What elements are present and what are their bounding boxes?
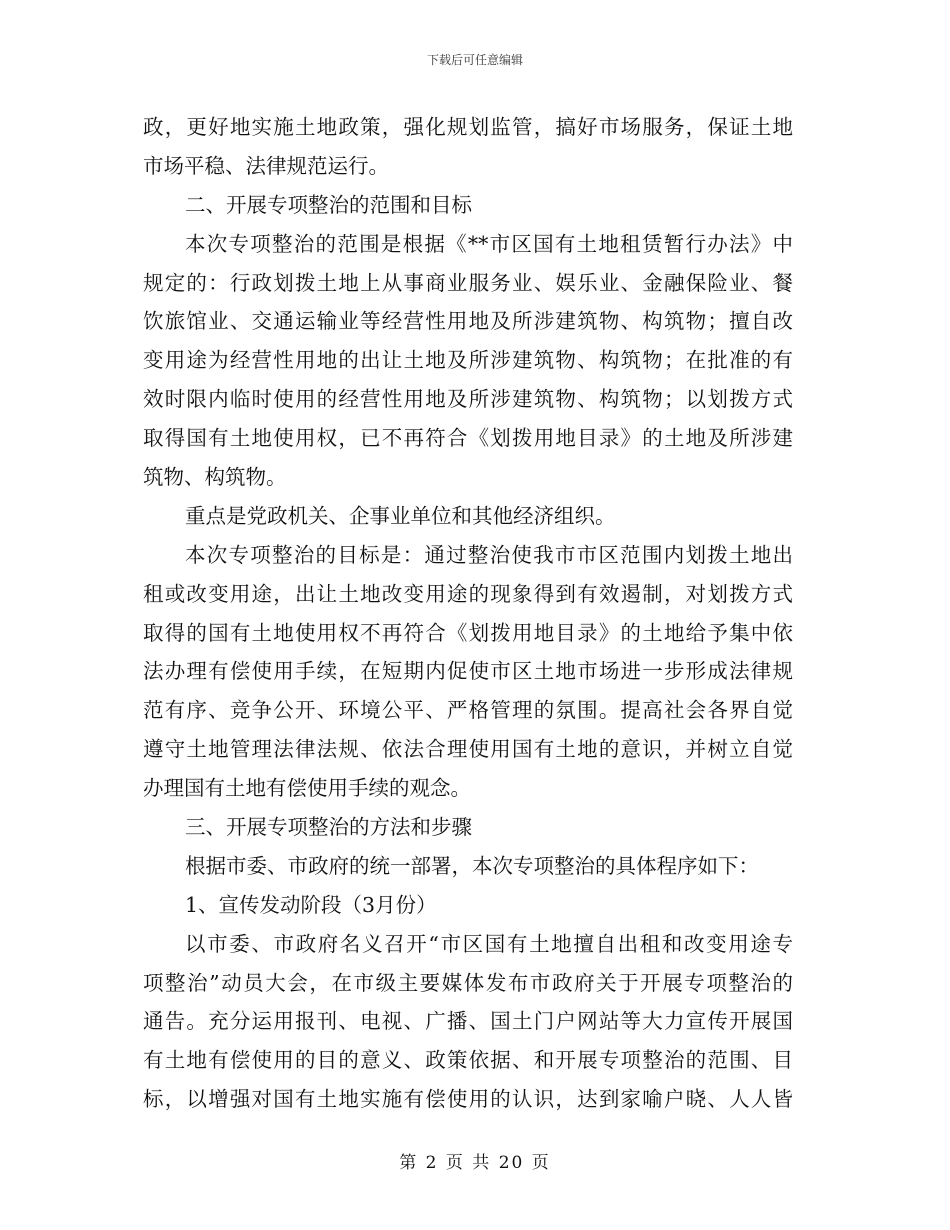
- text-line: 取得国有土地使用权，已不再符合《划拨用地目录》的土地及所涉建: [143, 426, 793, 451]
- page-header: 下载后可任意编辑: [426, 53, 523, 67]
- page-number: 第 2 页 共 20 页: [399, 1153, 551, 1173]
- text-line: 以市委、市政府名义召开“市区国有土地擅自出租和改变用途专: [185, 931, 793, 956]
- text-line: 本次专项整治的范围是根据《**市区国有土地租赁暂行办法》中: [185, 231, 793, 256]
- text-line: 法办理有偿使用手续，在短期内促使市区土地市场进一步形成法律规: [143, 659, 793, 684]
- document-body: [143, 108, 793, 1119]
- text-line: 有土地有偿使用的目的意义、政策依据、和开展专项整治的范围、目: [143, 1048, 793, 1073]
- text-line: 筑物、构筑物。: [143, 465, 287, 490]
- text-line: 饮旅馆业、交通运输业等经营性用地及所涉建筑物、构筑物；擅自改: [143, 309, 793, 334]
- text-line: 市场平稳、法律规范运行。: [143, 153, 389, 178]
- text-line: 办理国有土地有偿使用手续的观念。: [143, 776, 471, 801]
- section-heading: 二、开展专项整治的范围和目标: [185, 192, 472, 217]
- section-heading: 三、开展专项整治的方法和步骤: [185, 815, 472, 840]
- text-line: 规定的：行政划拨土地上从事商业服务业、娱乐业、金融保险业、餐: [143, 270, 793, 295]
- text-line: 通告。充分运用报刊、电视、广播、国土门户网站等大力宣传开展国: [143, 1009, 793, 1034]
- text-line: 变用途为经营性用地的出让土地及所涉建筑物、构筑物；在批准的有: [143, 348, 793, 373]
- text-line: 标，以增强对国有土地实施有偿使用的认识，达到家喻户晓、人人皆: [143, 1087, 793, 1112]
- text-line: 重点是党政机关、企事业单位和其他经济组织。: [185, 503, 616, 528]
- text-line: 本次专项整治的目标是：通过整治使我市市区范围内划拨土地出: [185, 542, 793, 567]
- text-line: 根据市委、市政府的统一部署，本次专项整治的具体程序如下：: [185, 853, 759, 878]
- text-line: 项整治”动员大会，在市级主要媒体发布市政府关于开展专项整治的: [143, 970, 793, 995]
- subsection-heading: 1、宣传发动阶段（3月份）: [185, 892, 437, 917]
- text-line: 取得的国有土地使用权不再符合《划拨用地目录》的土地给予集中依: [143, 620, 793, 645]
- text-line: 租或改变用途，出让土地改变用途的现象得到有效遏制，对划拨方式: [143, 581, 793, 606]
- text-line: 遵守土地管理法律法规、依法合理使用国有土地的意识，并树立自觉: [143, 737, 793, 762]
- text-line: 政，更好地实施土地政策，强化规划监管，搞好市场服务，保证土地: [143, 115, 793, 139]
- text-line: 范有序、竞争公开、环境公平、严格管理的氛围。提高社会各界自觉: [143, 698, 793, 723]
- text-line: 效时限内临时使用的经营性用地及所涉建筑物、构筑物；以划拨方式: [143, 387, 793, 412]
